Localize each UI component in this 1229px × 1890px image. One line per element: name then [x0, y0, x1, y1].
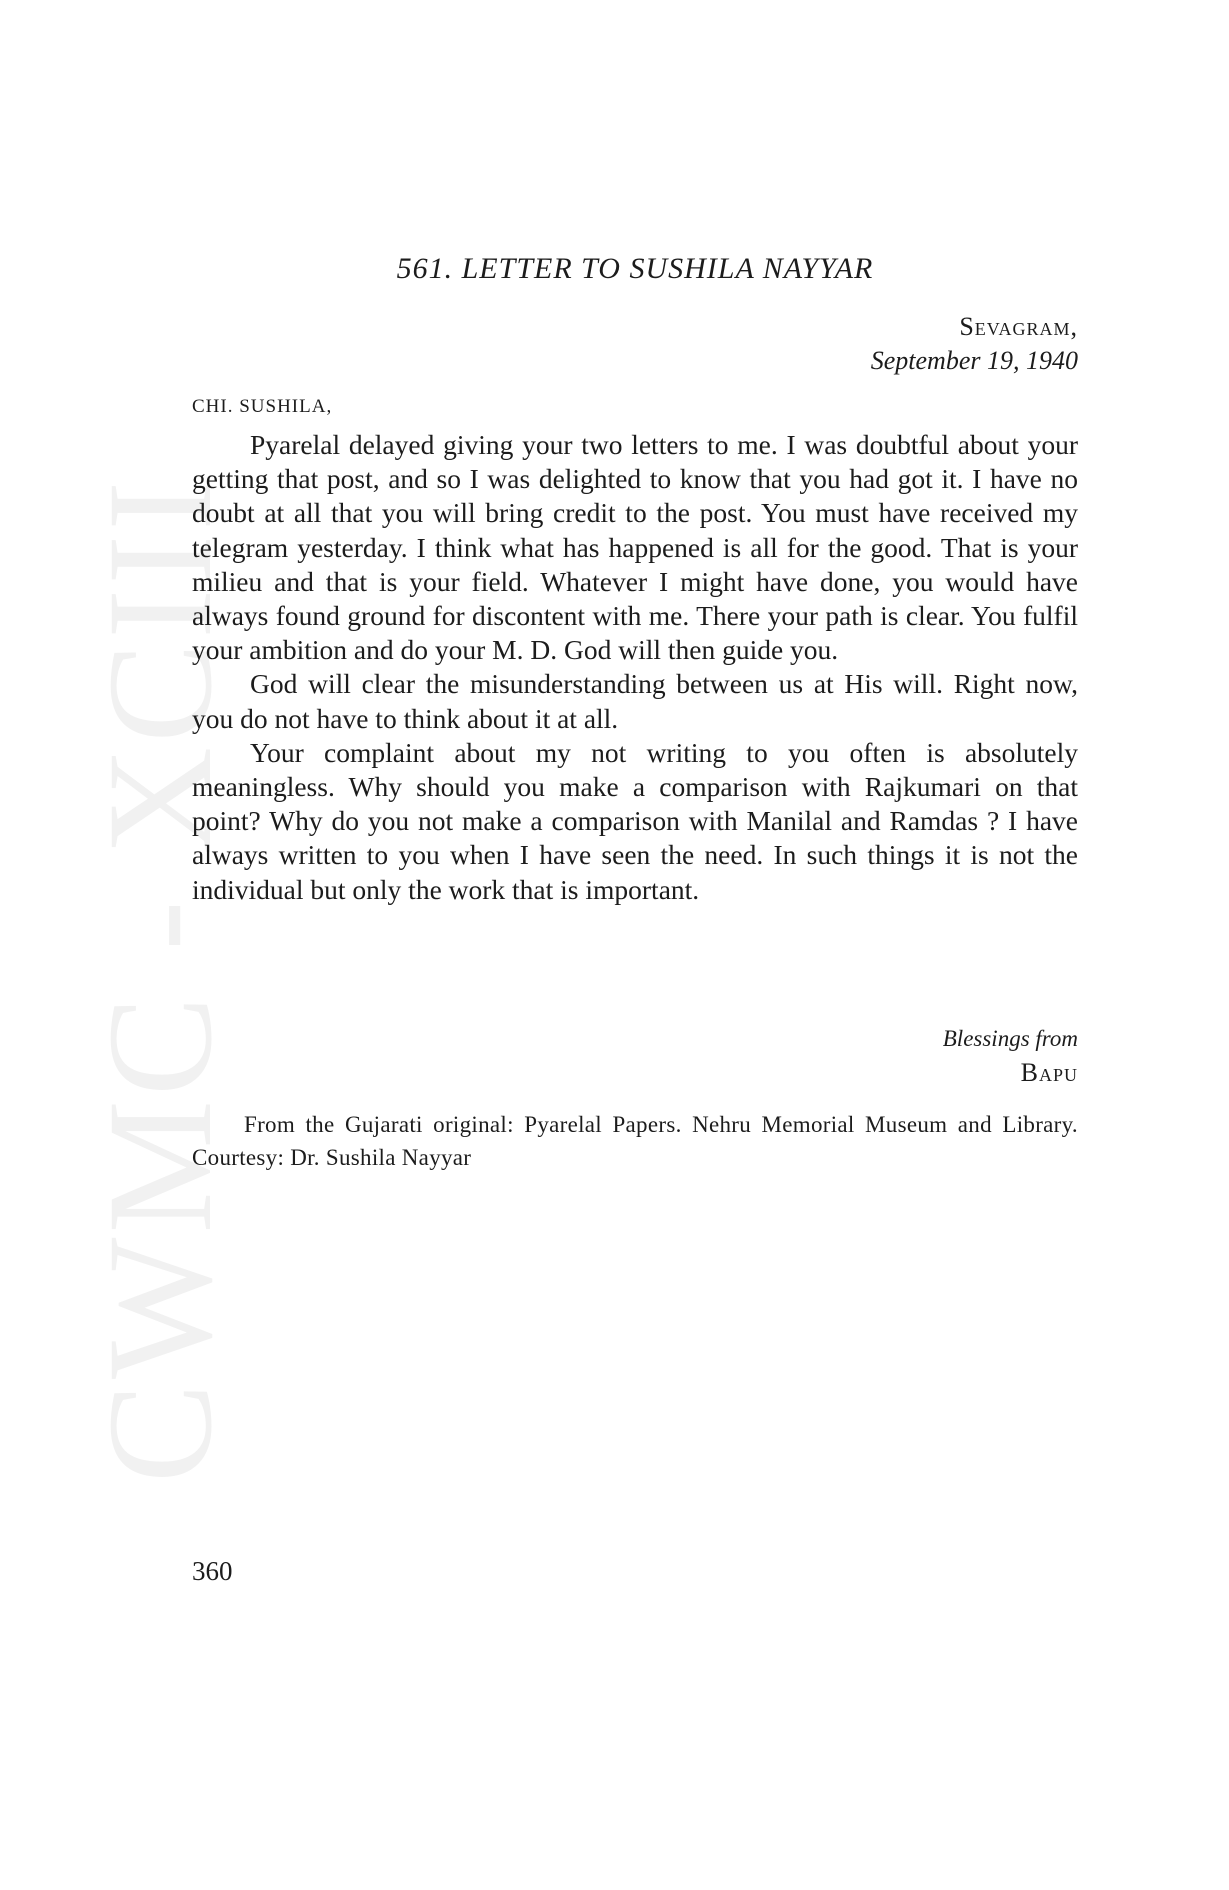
page-title: 561. LETTER TO SUSHILA NAYYAR	[396, 252, 874, 285]
letter-body	[192, 428, 1078, 907]
letter-date: September 19, 1940	[870, 346, 1078, 375]
source-note: From the Gujarati original: Pyarelal Papers. Nehru Memorial Museum and Library. Courtesy: Dr. Sushila Nayyar	[192, 1112, 1078, 1170]
paragraph-2: God will clear the misunderstanding between us at His will. Right now, you do not have to think about it at all.	[192, 668, 1078, 734]
paragraph-1: Pyarelal delayed giving your two letters to me. I was doubtful about your getting that post, and so I was delighted to know that you had got it. I have no doubt at all that you will bring credit to the post. You must have received my telegram yesterday. I think what has happened is all for the good. That is your milieu and that is your field. Whatever I might have done, you would have always found ground for discontent with me. There your path is clear. You fulfil your ambition and do your M. D. God will then guide you.	[192, 429, 1078, 666]
watermark: CWMC - XCIII	[77, 476, 243, 1484]
letter-salutation: CHI. SUSHILA,	[192, 396, 333, 417]
letter-closing: Blessings from	[942, 1026, 1078, 1051]
paragraph-3: Your complaint about my not writing to you often is absolutely meaningless. Why should you make a comparison with Rajkumari on that point? Why do you not make a comparison with Manilal and Ramdas ? I have always written to you when I have seen the need. In such things it is not the individual but only the work that is important.	[192, 736, 1078, 905]
letter-place: Sevagram,	[959, 312, 1078, 341]
letter-signature: Bapu	[1020, 1058, 1078, 1087]
page-number: 360	[192, 1556, 233, 1586]
